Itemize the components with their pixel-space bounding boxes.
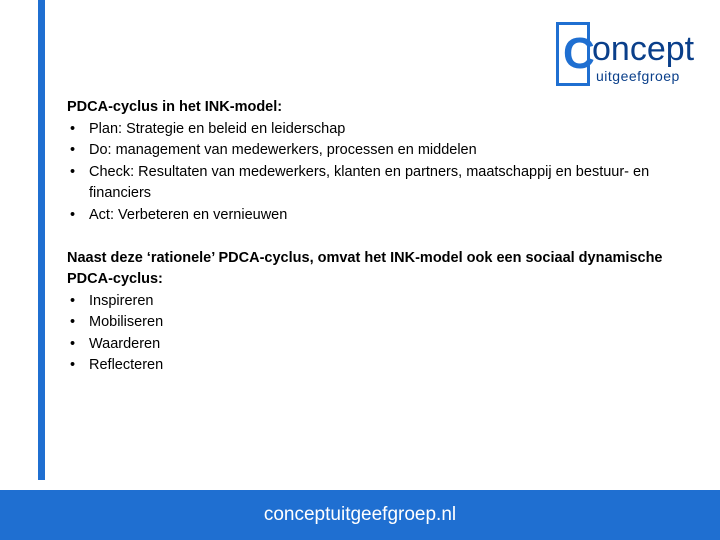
left-accent-bar	[38, 0, 45, 480]
bullet-icon: •	[70, 335, 76, 352]
section2-heading: Naast deze ‘rationele’ PDCA-cyclus, omvat het INK-model ook een sociaal dynamische PDCA-cyclus:	[67, 249, 663, 287]
list-item-text: Waarderen	[89, 335, 161, 352]
list-item	[67, 140, 667, 162]
list-item-text: Inspireren	[89, 292, 154, 309]
list-item-text: Plan: Strategie en beleid en leiderschap	[89, 120, 346, 137]
list-item-text: Act: Verbeteren en vernieuwen	[89, 206, 288, 223]
footer-url[interactable]: conceptuitgeefgroep.nl	[263, 504, 457, 525]
concept-logo	[556, 22, 696, 90]
list-item	[67, 162, 667, 205]
list-item-text: Mobiliseren	[89, 314, 164, 330]
bullet-icon: •	[70, 357, 76, 373]
list-item-text: Check: Resultaten van medewerkers, klanten en partners, maatschappij en bestuur- en financiers	[89, 163, 650, 201]
section1-list	[67, 119, 667, 227]
list-item	[67, 355, 667, 377]
logo-word: oncept	[592, 30, 695, 68]
footer-bar	[0, 490, 720, 540]
list-item	[67, 312, 667, 334]
bullet-icon: •	[70, 120, 76, 137]
bullet-icon: •	[70, 142, 76, 158]
list-item	[67, 119, 667, 141]
list-item	[67, 291, 667, 313]
list-item-text: Do: management van medewerkers, processen en middelen	[89, 142, 477, 158]
section2-list	[67, 291, 667, 377]
bullet-icon: •	[70, 314, 76, 330]
bullet-icon: •	[70, 163, 76, 180]
logo-letter: C	[563, 29, 595, 78]
bullet-icon: •	[70, 206, 76, 223]
logo-box	[556, 22, 595, 86]
logo-subtitle: uitgeefgroep	[596, 68, 680, 84]
spacer	[67, 226, 667, 248]
slide-content	[67, 97, 667, 377]
list-item-text: Reflecteren	[89, 357, 164, 373]
list-item	[67, 334, 667, 356]
list-item	[67, 205, 667, 227]
bullet-icon: •	[70, 292, 76, 309]
section1-heading: PDCA-cyclus in het INK-model:	[67, 99, 283, 115]
